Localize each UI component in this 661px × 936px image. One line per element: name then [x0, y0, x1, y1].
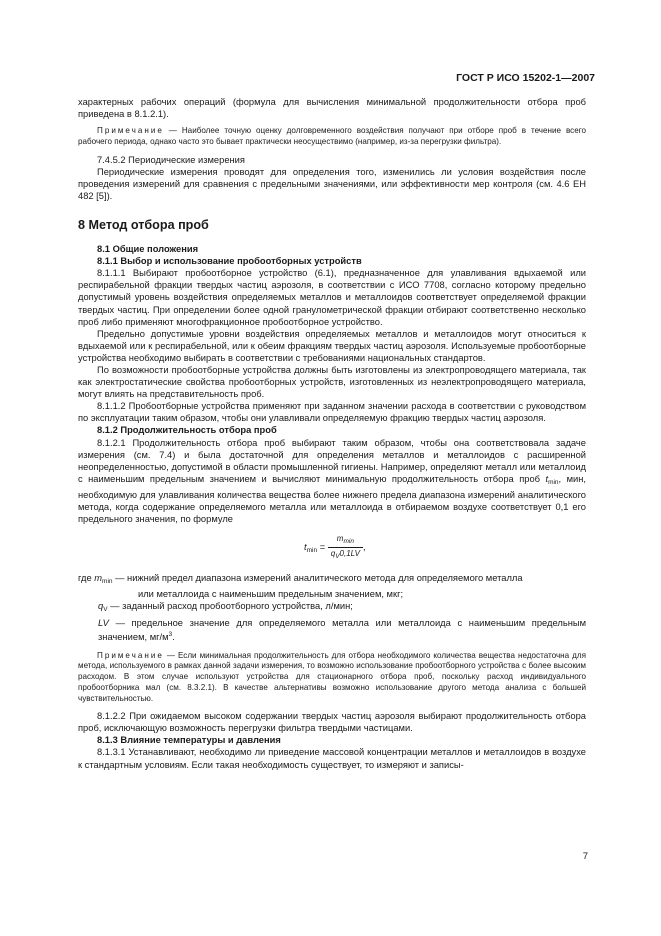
note-2-label: Примечание [97, 650, 164, 660]
page-number: 7 [582, 851, 588, 862]
paragraph-8131: 8.1.3.1 Устанавливают, необходимо ли приведение массовой концентрации металлов и металлоидов в воздухе к стандартным условиям. Если такая необходимость существует, то измеряют и записы- [78, 747, 586, 770]
formula-denominator: $q_V0,1LV$ [330, 549, 361, 561]
formula-lhs-var: t [304, 542, 307, 553]
subsection-812-title: 8.1.2 Продолжительность отбора проб [97, 425, 277, 436]
note-2 [78, 651, 586, 705]
paragraph-8112: 8.1.1.2 Пробоотборные устройства применяют при заданном значении расхода в соответствии с руководством по эксплуатации таким образом, чтобы они улавливали определяемую фракцию твердых частиц аэрозоля. [78, 401, 586, 424]
section-8-title: 8 Метод отбора проб [78, 217, 209, 232]
def-mmin-cont: или металлоида с наименьшим предельным значением, мкг; [138, 589, 404, 600]
paragraph-8121-part1: 8.1.2.1 Продолжительность отбора проб выбирают таким образом, чтобы она соответствовала задаче измерения (см. 7.4) и была достаточной для определения металлов и металлоидов с расширенной неопределенностью, допустимой в области промышленной гигиены. Например, определяют металл или металлоид с наименьшим предельным значением и вычисляют минимальную продолжительность отбора проб [78, 437, 586, 484]
paragraph-8122: 8.1.2.2 При ожидаемом высоком содержании твердых частиц аэрозоля выбирают продолжительность отбора проб, исключающую возможность перегрузки фильтра твердыми частицами. [78, 711, 586, 734]
document-header: ГОСТ Р ИСО 15202-1—2007 [456, 72, 595, 84]
def-lv: LV — предельное значение для определяемого металла или металлоида с наименьшим предельным значением, $мг/м^3$. [98, 617, 586, 642]
def-qv: $q_V$ — заданный расход пробоотборного устройства, л/мин; [98, 601, 353, 614]
paragraph-8121-part2: , мин, необходимую для улавливания количества вещества более нижнего предела диапазона измерений аналитического метода, когда содержание определяемого металла или металлоида в отбираемом воздухе соответствует 0,1 его предельного значения, по формуле [78, 473, 586, 525]
formula-eq: = [317, 542, 328, 553]
subsection-813-title: 8.1.3 Влияние температуры и давления [97, 735, 281, 746]
var-t: t [545, 473, 549, 484]
subsection-81-title: 8.1 Общие положения [97, 244, 199, 255]
formula-tail: , [363, 542, 366, 553]
subsection-811-title: 8.1.1 Выбор и использование пробоотборных устройств [97, 256, 362, 267]
formula-lhs-sub: min [306, 547, 318, 555]
note-1-text: — Наиболее точную оценку долговременного воздействия получают при отборе проб в течение всего рабочего периода, однако часто это бывает практически неосуществимо (например, из-за перегрузки фильтра). [78, 126, 586, 146]
intro-paragraph: характерных рабочих операций (формула для вычисления минимальной продолжительности отбора проб приведена в 8.1.2.1). [78, 97, 586, 120]
subsection-7452-title: 7.4.5.2 Периодические измерения [97, 154, 245, 165]
note-1-label: Примечание [97, 126, 164, 136]
paragraph-8111-p2: Предельно допустимые уровни воздействия определяемых металлов и металлоидов могут относиться к вдыхаемой или к респирабельной, или к обеим фракциям твердых частиц аэрозоля. Используемые пробоотборные устройства необходимо выбирать в соответствии с требованиями национальных стандартов. [78, 328, 586, 363]
note-1 [78, 126, 586, 147]
formula-definitions [78, 572, 586, 642]
subsection-7452-text: Периодические измерения проводят для определения того, изменились ли условия воздействия после проведения измерений для сравнения с предельными значениями, или эффективности мер контроля (см. 4.6 ЕН 482 [5]). [78, 166, 586, 201]
def-mmin: где $m_{min}$ — нижний предел диапазона измерений аналитического метода для определяемого металла [78, 573, 523, 586]
page-content [78, 96, 586, 771]
sub-min: min [548, 478, 559, 486]
formula-fraction [328, 533, 363, 562]
formula-numerator: $m_{min}$ [328, 533, 363, 548]
paragraph-8121 [78, 437, 586, 526]
note-2-text: — Если минимальная продолжительность для отбора необходимого количества вещества недостаточна для метода, используемого в рамках данной задачи измерения, то возможно использование пробоотборного устройства с более высоким расходом. В этом случае используют устройства для стационарного отбора проб, поскольку расход индивидуального пробоотборника мал (см. 8.3.2.1). В качестве альтернативы возможно использование другого метода анализа с большей чувствительностью. [78, 650, 586, 703]
formula-tmin [78, 533, 586, 563]
paragraph-8111-p1: 8.1.1.1 Выбирают пробоотборное устройство (6.1), предназначенное для улавливания вдыхаемой или респирабельной фракции твердых частиц аэрозоля, в соответствии с ИСО 7708, согласно которому предельно допустимый уровень воздействия определяемых металлов и металлоидов соответствует определяемой фракции твердых частиц. При определении более одной гранулометрической фракции отбирают соответственно несколько проб либо применяют многофракционное пробоотборное устройство. [78, 268, 586, 327]
paragraph-8111-p3: По возможности пробоотборные устройства должны быть изготовлены из электропроводящего материала, так как электростатические свойства пробоотборных устройств, изготовленных из неэлектропроводящего материала, могут влиять на представительность проб. [78, 365, 586, 400]
